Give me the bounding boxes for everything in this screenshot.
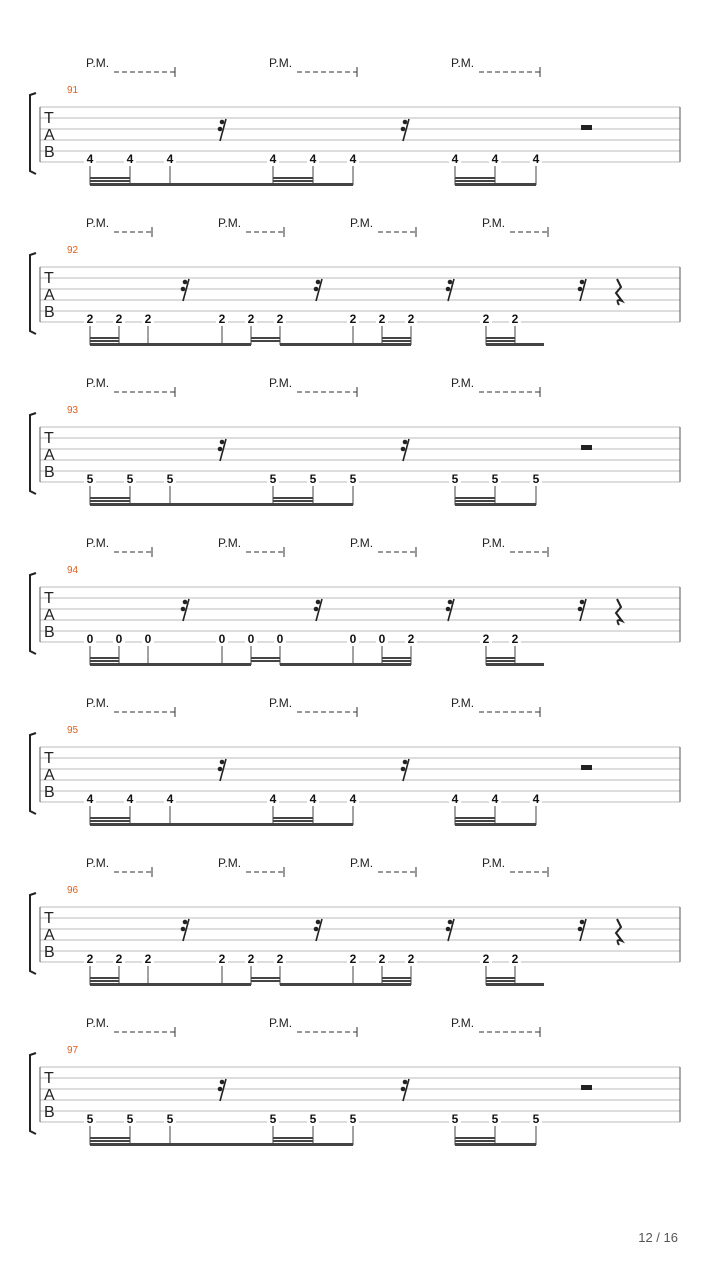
beam-secondary [273,1137,313,1139]
beam [455,503,536,506]
fret-number: 4 [86,152,94,166]
fret-number: 4 [309,792,317,806]
fret-number: 4 [349,792,357,806]
quarter-rest [616,279,622,305]
sixteenth-rest-dot [314,927,319,932]
fret-number: 0 [378,632,386,646]
beam-secondary [90,180,130,182]
fret-number: 4 [349,152,357,166]
fret-number: 0 [218,632,226,646]
sixteenth-rest-dot [181,927,186,932]
beam-secondary [90,820,130,822]
beam-secondary [90,660,119,662]
fret-number: 2 [86,312,94,326]
fret-number: 2 [218,952,226,966]
fret-number: 2 [482,952,490,966]
fret-number: 4 [451,152,459,166]
fret-number: 5 [269,472,277,486]
tab-clef-letter: B [44,1104,55,1121]
palm-mute-label: P.M. [86,536,110,550]
fret-number: 5 [349,1112,357,1126]
sixteenth-rest-dot [578,607,583,612]
fret-number: 2 [407,632,415,646]
sixteenth-rest-dot [448,920,453,925]
palm-mute-label: P.M. [218,856,242,870]
palm-mute-label: P.M. [86,1016,110,1030]
sixteenth-rest-dot [403,1080,408,1085]
beam [90,183,353,186]
beam-secondary [382,980,411,982]
system-bracket [30,253,36,334]
system-bracket [30,93,36,174]
fret-number: 2 [86,952,94,966]
beam-secondary [382,340,411,342]
tab-system-95 [30,696,680,826]
fret-number: 2 [247,952,255,966]
beam-secondary [251,977,280,979]
measure-number: 96 [67,885,79,896]
beam-secondary [273,180,313,182]
fret-number: 5 [491,1112,499,1126]
fret-number: 2 [511,952,519,966]
sixteenth-rest-dot [578,927,583,932]
tab-clef-letter: A [44,127,55,144]
fret-number: 2 [144,952,152,966]
sixteenth-rest-dot [448,600,453,605]
fret-number: 2 [115,952,123,966]
palm-mute-label: P.M. [451,376,475,390]
measure-number: 95 [67,725,79,736]
beam-secondary [382,977,411,979]
tab-clef-letter: B [44,464,55,481]
beam [280,983,411,986]
fret-number: 0 [247,632,255,646]
fret-number: 2 [482,632,490,646]
sixteenth-rest-dot [401,767,406,772]
fret-number: 5 [532,1112,540,1126]
palm-mute-label: P.M. [86,856,110,870]
beam-secondary [251,660,280,662]
palm-mute-label: P.M. [482,536,506,550]
sixteenth-rest-dot [220,760,225,765]
sixteenth-rest-dot [218,1087,223,1092]
tab-clef-letter: A [44,927,55,944]
beam-secondary [486,980,515,982]
fret-number: 2 [378,952,386,966]
beam-secondary [382,660,411,662]
sixteenth-rest-dot [580,600,585,605]
beam-secondary [273,1140,313,1142]
beam [486,343,544,346]
palm-mute-label: P.M. [269,376,293,390]
fret-number: 2 [276,312,284,326]
beam-secondary [455,817,495,819]
beam-secondary [90,500,130,502]
sixteenth-rest-dot [580,920,585,925]
fret-number: 4 [451,792,459,806]
beam [90,343,251,346]
beam-secondary [486,337,515,339]
tab-clef-letter: A [44,607,55,624]
beam-secondary [90,497,130,499]
beam-secondary [455,1137,495,1139]
palm-mute-label: P.M. [86,376,110,390]
measure-number: 93 [67,405,79,416]
fret-number: 0 [115,632,123,646]
fret-number: 2 [511,632,519,646]
fret-number: 5 [86,1112,94,1126]
fret-number: 2 [115,312,123,326]
beam [280,663,411,666]
sixteenth-rest-dot [183,600,188,605]
beam-secondary [455,500,495,502]
sixteenth-rest-dot [220,120,225,125]
beam-secondary [251,340,280,342]
measure-number: 97 [67,1045,79,1056]
fret-number: 2 [511,312,519,326]
palm-mute-label: P.M. [451,696,475,710]
beam-secondary [90,1137,130,1139]
fret-number: 5 [166,1112,174,1126]
beam-secondary [90,977,119,979]
fret-number: 4 [269,152,277,166]
beam-secondary [90,340,119,342]
beam-secondary [251,657,280,659]
fret-number: 2 [482,312,490,326]
beam [486,663,544,666]
beam-secondary [273,820,313,822]
system-bracket [30,733,36,814]
beam [455,823,536,826]
fret-number: 2 [378,312,386,326]
tab-clef-letter: A [44,287,55,304]
beam-secondary [486,657,515,659]
beam-secondary [90,337,119,339]
sixteenth-rest-dot [401,447,406,452]
palm-mute-label: P.M. [86,696,110,710]
fret-number: 0 [349,632,357,646]
fret-number: 4 [126,792,134,806]
palm-mute-label: P.M. [350,536,374,550]
fret-number: 4 [126,152,134,166]
fret-number: 4 [269,792,277,806]
fret-number: 5 [451,472,459,486]
fret-number: 2 [407,952,415,966]
fret-number: 2 [349,952,357,966]
sixteenth-rest-dot [181,607,186,612]
tab-system-97 [30,1016,680,1146]
fret-number: 0 [276,632,284,646]
fret-number: 2 [407,312,415,326]
palm-mute-label: P.M. [86,216,110,230]
system-bracket [30,573,36,654]
fret-number: 5 [126,472,134,486]
fret-number: 5 [491,472,499,486]
beam-secondary [486,660,515,662]
beam-secondary [455,180,495,182]
beam-secondary [382,657,411,659]
tab-clef-letter: B [44,144,55,161]
fret-number: 2 [144,312,152,326]
palm-mute-label: P.M. [451,56,475,70]
tab-system-92 [30,216,680,346]
palm-mute-label: P.M. [269,56,293,70]
sixteenth-rest-dot [316,600,321,605]
tab-clef-letter: A [44,1087,55,1104]
beam-secondary [455,1140,495,1142]
sixteenth-rest-dot [403,120,408,125]
fret-number: 5 [532,472,540,486]
sixteenth-rest-dot [218,447,223,452]
tab-clef-letter: B [44,624,55,641]
fret-number: 4 [491,152,499,166]
sixteenth-rest-dot [316,280,321,285]
sixteenth-rest-dot [401,127,406,132]
beam-secondary [90,657,119,659]
palm-mute-label: P.M. [269,1016,293,1030]
sixteenth-rest-dot [578,287,583,292]
measure-number: 92 [67,245,79,256]
beam-secondary [382,337,411,339]
fret-number: 5 [126,1112,134,1126]
sixteenth-rest-dot [220,1080,225,1085]
tab-clef-letter: A [44,767,55,784]
sixteenth-rest-dot [446,927,451,932]
beam-secondary [273,500,313,502]
fret-number: 2 [349,312,357,326]
fret-number: 2 [218,312,226,326]
beam [90,1143,353,1146]
palm-mute-label: P.M. [350,216,374,230]
beam [486,983,544,986]
fret-number: 2 [276,952,284,966]
tab-clef-letter: B [44,784,55,801]
sixteenth-rest-dot [403,760,408,765]
beam [280,343,411,346]
beam [455,183,536,186]
palm-mute-label: P.M. [86,56,110,70]
sixteenth-rest-dot [218,127,223,132]
beam [90,983,251,986]
tab-system-93 [30,376,680,506]
sixteenth-rest-dot [183,280,188,285]
fret-number: 5 [309,472,317,486]
tab-clef-letter: T [44,430,54,447]
system-bracket [30,893,36,974]
fret-number: 5 [349,472,357,486]
fret-number: 4 [532,792,540,806]
beam-secondary [455,820,495,822]
half-rest [581,125,592,130]
beam-secondary [251,980,280,982]
quarter-rest [616,599,622,625]
tab-system-94 [30,536,680,666]
beam-secondary [455,497,495,499]
tab-clef-letter: A [44,447,55,464]
tab-clef-letter: T [44,110,54,127]
sixteenth-rest-dot [446,287,451,292]
fret-number: 4 [86,792,94,806]
beam-secondary [455,177,495,179]
fret-number: 0 [144,632,152,646]
tab-clef-letter: T [44,750,54,767]
beam-secondary [486,977,515,979]
fret-number: 4 [309,152,317,166]
beam-secondary [90,817,130,819]
palm-mute-label: P.M. [218,216,242,230]
beam [90,823,353,826]
tab-system-96 [30,856,680,986]
tab-clef-letter: B [44,944,55,961]
palm-mute-label: P.M. [482,856,506,870]
tab-clef-letter: T [44,270,54,287]
fret-number: 2 [247,312,255,326]
system-bracket [30,413,36,494]
tab-system-91 [30,56,680,186]
sixteenth-rest-dot [181,287,186,292]
fret-number: 4 [532,152,540,166]
fret-number: 5 [86,472,94,486]
tab-clef-letter: T [44,910,54,927]
page-number: 12 / 16 [638,1230,678,1245]
beam-secondary [273,817,313,819]
beam [455,1143,536,1146]
palm-mute-label: P.M. [451,1016,475,1030]
beam-secondary [90,177,130,179]
fret-number: 5 [166,472,174,486]
tab-clef-letter: B [44,304,55,321]
fret-number: 4 [166,792,174,806]
sixteenth-rest-dot [446,607,451,612]
fret-number: 5 [451,1112,459,1126]
sixteenth-rest-dot [401,1087,406,1092]
beam-secondary [90,1140,130,1142]
half-rest [581,445,592,450]
beam-secondary [90,980,119,982]
half-rest [581,1085,592,1090]
palm-mute-label: P.M. [269,696,293,710]
beam-secondary [251,337,280,339]
sixteenth-rest-dot [448,280,453,285]
fret-number: 4 [166,152,174,166]
sixteenth-rest-dot [183,920,188,925]
tab-clef-letter: T [44,590,54,607]
beam-secondary [273,177,313,179]
palm-mute-label: P.M. [350,856,374,870]
beam [90,503,353,506]
sixteenth-rest-dot [314,287,319,292]
system-bracket [30,1053,36,1134]
beam-secondary [273,497,313,499]
tab-clef-letter: T [44,1070,54,1087]
sixteenth-rest-dot [218,767,223,772]
sixteenth-rest-dot [220,440,225,445]
measure-number: 94 [67,565,79,576]
sixteenth-rest-dot [403,440,408,445]
fret-number: 5 [269,1112,277,1126]
quarter-rest [616,919,622,945]
beam-secondary [486,340,515,342]
palm-mute-label: P.M. [218,536,242,550]
palm-mute-label: P.M. [482,216,506,230]
sixteenth-rest-dot [314,607,319,612]
beam [90,663,251,666]
measure-number: 91 [67,85,79,96]
sixteenth-rest-dot [580,280,585,285]
half-rest [581,765,592,770]
sixteenth-rest-dot [316,920,321,925]
fret-number: 0 [86,632,94,646]
fret-number: 5 [309,1112,317,1126]
fret-number: 4 [491,792,499,806]
